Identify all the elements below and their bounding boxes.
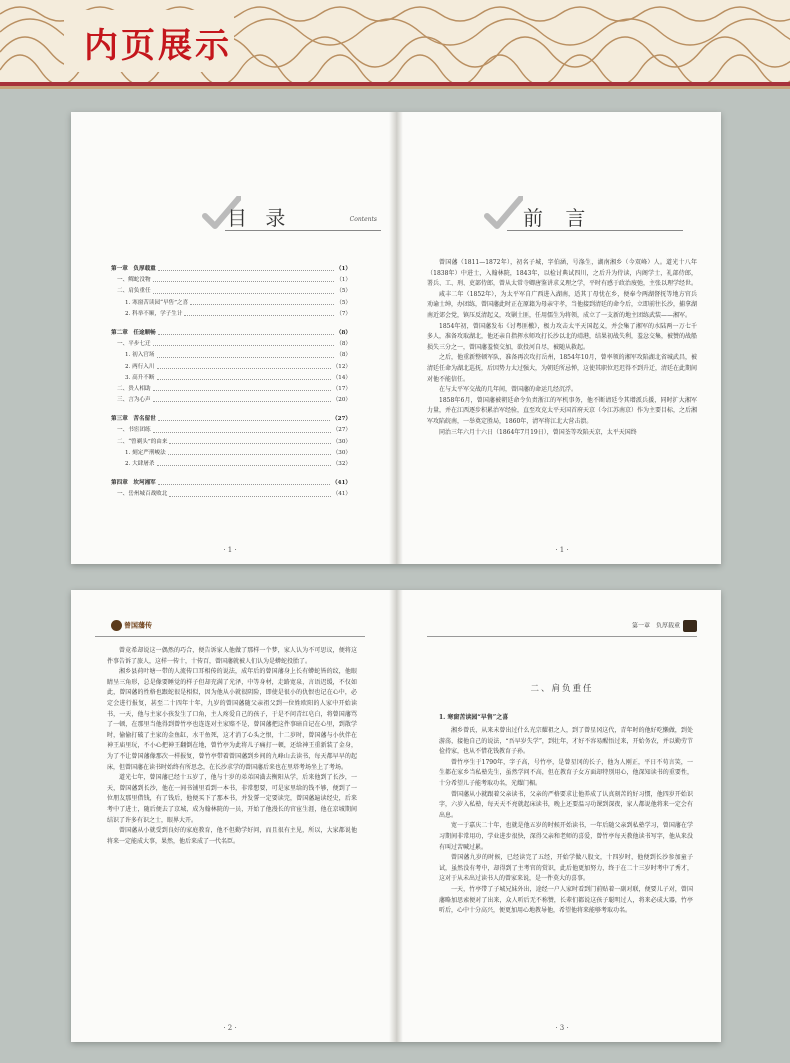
toc-entry-label: 第一章 负厚载重 xyxy=(111,266,156,272)
toc-leader-dots xyxy=(157,350,335,357)
book-spread-bottom xyxy=(71,590,721,1042)
toc-rule xyxy=(225,230,381,231)
toc-entry[interactable] xyxy=(111,437,351,448)
page-number: · 1 · xyxy=(555,546,569,554)
toc-gap xyxy=(111,406,351,414)
toc-entry[interactable] xyxy=(111,328,351,339)
toc-leader-dots xyxy=(184,309,334,316)
toc-leader-dots xyxy=(158,264,334,271)
subsection-title: 1. 寒窗苦读园“早售”之喜 xyxy=(439,714,509,721)
paragraph: 1858年6月，曾国藩被朝廷命令负责浙江的军机事务，他不断请廷令其增派兵援，同时扩大湘军力量，并在江西逐步积累治军经验，直至攻克太平天国首府天京（今江苏南京）作为主要目标，之后湘军攻陷皖南，一举奠定胜局，1860年，清军将江北大营击溃。 xyxy=(427,396,697,425)
toc-leader-dots xyxy=(157,373,331,380)
toc-leader-dots xyxy=(169,437,330,444)
paragraph: 在与太平军交战的几年间，曾国藩的命运几经沉浮。 xyxy=(439,386,578,394)
toc-entry[interactable] xyxy=(111,425,351,436)
toc-entry-label: 2. 大肆屠杀 xyxy=(125,461,155,467)
header-rule xyxy=(427,636,697,637)
toc-entry[interactable] xyxy=(111,395,351,406)
page-number: · 1 · xyxy=(223,546,237,554)
paragraph: 宽一于嘉庆二十年，也就是他五岁的时候开始读书，一年后随父亲到私塾学习，曾国藩在学习期间非常用功，学业进步很快，深得父亲和老师的喜爱，曾竹亭每天教他读书写字，他从来没有叫过苦喊过累。 xyxy=(439,822,693,851)
toc-list xyxy=(111,264,351,501)
toc-entry[interactable] xyxy=(111,350,351,361)
page-number: · 3 · xyxy=(555,1024,569,1032)
toc-leader-dots xyxy=(157,459,331,466)
toc-entry-page: （17） xyxy=(332,385,351,392)
toc-entry-label: 一、岳州城百战败北 xyxy=(117,491,168,498)
toc-entry[interactable] xyxy=(111,489,351,500)
toc-leader-dots xyxy=(169,489,330,496)
toc-entry[interactable] xyxy=(111,448,351,459)
paragraph: 一天，竹亭带了子城兄妹外出，途经一户人家时看到门前贴着一副对联，便要儿子对，曾国藩略加思索便对了出来，众人听后无不称赞，长辈们都说这孩子聪明过人，将来必成大器，竹亭听后，心中十分高兴，便更加用心地教导他，希望他将来能够考取功名。 xyxy=(439,885,693,915)
toc-entry[interactable] xyxy=(111,309,351,320)
paragraph: 1854年初，曾国藩发布《讨粤匪檄》，极力攻击太平天国起义，并会集了湘军的水陆两一万七千多人，准备攻取湖北，他还亲自指挥水师攻打长沙以北的靖港，结果初战失利，羞忿交集，被赞的战船损失三分之一，曾国藩羞愤交加，欲投河自尽，被随从救起。 xyxy=(427,322,697,351)
toc-entry-page: （32） xyxy=(332,461,351,467)
chapter-body xyxy=(107,646,357,1014)
book-gutter xyxy=(389,590,403,1042)
toc-entry-page: （5） xyxy=(336,288,351,295)
paragraph: 湘乡县荷叶塘一带的人流传口耳相传的说法，成年后的曾国藩身上长有蟒蛇皆的纹，他眼睛呈三角形，总是像要睡觉的样子但却充满了光泽，中等身材，走路宽泉，言语迟缓，不仅如此，曾国藩的性格也跟蛇很是相似，因为他从小就很阴险，即使是很小的仇恨也记在心中，必定会进行报复，甚至二十四年十年，九岁的曾国藩随父亲祖父到一位姓欧阳的人家中开始读书，一天，他与主家小孩发生了口角，主人疼爱自己的孩子，于是不问青红皂白，将曾国藩骂了一顿，在那里当他得到曾竹亭也连连对主家赔不是，曾国藩把这件事暗自记在心里，到散学时，偷偷打破了主家的金鱼缸，水干鱼死，这才消了心头之恨，十二岁时，曾国藩与小伙伴在神王庙里玩，不小心把神王翻倒在地，曾竹亭为此将儿子痛打一顿，还给神王重新装了金身，为了不让曾国藩像那次一样报复，曾竹亭带着曾国藩到乡间的九峰山去读书，每天都早早的起床，但曾国藩在读书时始终有所思念，在长沙求学的曾国藩后来也在里塔考场坐上了考场。 xyxy=(107,668,357,771)
toc-entry-page: （1） xyxy=(336,277,351,284)
chapter-text-page xyxy=(71,590,389,1042)
toc-leader-dots xyxy=(158,478,330,485)
paragraph: 咸丰二年（1852年），为太平军自广西进入湖南，适其丁母忧在乡，便奉令两湖督抚等地方官兵劝谕士绅，办团练，曾国藩此时正在原籍为母亲守孝，当他接到清廷的命令后，立即前往长沙，捕拿湖南近郊会党，镇压反清起义，攻剿土匪，任用儒生为将领，成立了一支新的地主团练武装——湘军。 xyxy=(427,290,697,319)
toc-entry-page: （30） xyxy=(332,438,351,445)
section-title: 二、肩负重任 xyxy=(530,684,594,694)
header-rule xyxy=(95,636,365,637)
toc-leader-dots xyxy=(153,384,331,391)
toc-entry[interactable] xyxy=(111,362,351,373)
toc-entry[interactable] xyxy=(111,459,351,470)
toc-entry-page: （5） xyxy=(336,299,351,306)
toc-entry-label: 3. 高升不断 xyxy=(125,374,155,381)
preface-title: 前 言 xyxy=(523,206,594,230)
paragraph: 湘乡曾氏，从来未曾出过什么光宗耀祖之人，到了曾星冈这代，青年时的他好吃懒做，到处游荡，接他自己的说法，“吾早岁失学”，到壮年，才好不容易醒悟过来，开始务农，并以勤劳节俭持家，也从不惜花钱教育子孙。 xyxy=(439,727,693,756)
section-text-page xyxy=(403,590,721,1042)
paragraph: 曾国藩从小就受到良好的家庭教育，他不但勤学好问，而且很有主见，所以，大家都说他将来一定能成大事，果然，他后来成了一代名臣。 xyxy=(107,827,357,845)
toc-gap xyxy=(111,470,351,478)
toc-entry[interactable] xyxy=(111,414,351,425)
toc-entry-label: 二、肩负重任 xyxy=(117,288,151,295)
toc-entry[interactable] xyxy=(111,264,351,275)
toc-entry[interactable] xyxy=(111,339,351,350)
toc-entry-label: 1. 初入官场 xyxy=(125,352,155,359)
paragraph: 曾国藩从小就跟着父亲读书，父亲的严格要求让他养成了认真刻苦的好习惯，他四岁开始识字，六岁入私塾，每天天不亮就起床读书，晚上还要温习功课到深夜，家人都说他将来一定会有出息。 xyxy=(439,790,693,819)
toc-entry-page: （1） xyxy=(335,266,351,272)
toc-entry-label: 第三章 苦名留世 xyxy=(111,416,156,423)
toc-entry-label: 二、“曾剃头”的由来 xyxy=(117,438,168,445)
toc-leader-dots xyxy=(153,275,335,282)
paragraph: 之后，他重新整顿军队，准备再次攻打岳州，1854年10月，曾率领的湘军攻陷湖北省城武昌，被清廷任命为湖北巡抚，后因势力太过强大，为朝廷所忌惮，这使其职位迟迟得不到升迁，清廷在此期间对他不能信任。 xyxy=(427,354,697,383)
toc-entry-page: （8） xyxy=(336,352,351,359)
chapter-header xyxy=(632,620,697,632)
toc-entry-label: 三、言为心声 xyxy=(117,397,151,404)
toc-entry[interactable] xyxy=(111,286,351,297)
toc-entry-label: 第四章 坎坷湘军 xyxy=(111,480,156,487)
toc-entry-page: （41） xyxy=(332,480,351,487)
toc-leader-dots xyxy=(153,395,331,402)
preface-rule xyxy=(507,230,683,231)
toc-entry[interactable] xyxy=(111,298,351,309)
toc-entry-page: （27） xyxy=(332,427,351,434)
page-number: · 2 · xyxy=(223,1024,237,1032)
banner-title: 内页展示 xyxy=(84,26,232,66)
book-logo xyxy=(111,620,161,634)
banner-divider xyxy=(0,82,790,86)
preface-heading xyxy=(483,196,683,234)
dragon-emblem-icon xyxy=(683,620,697,632)
logo-text: 曾国藩传 xyxy=(124,620,152,630)
toc-entry-label: 第二章 任途顺畅 xyxy=(111,329,156,336)
book-spread-top xyxy=(71,112,721,564)
toc-leader-dots xyxy=(190,298,334,305)
toc-entry-page: （14） xyxy=(332,374,351,381)
paragraph: 曾国藩（1811—1872年），初名子城，字伯涵，号涤生，湖南湘乡（今双峰）人。道光十八年（1838年）中进士，入翰林院，1843年，以检讨典试四川，之后升为侍读，内阁学士，礼部侍郎，署兵、工、刑、吏部侍郎，曾从太常寺卿唐鉴讲求义理之学，平时有感于政治废弛，主张以理学经世。 xyxy=(427,259,697,288)
toc-entry[interactable] xyxy=(111,478,351,489)
toc-entry-page: （12） xyxy=(332,363,351,370)
seal-icon xyxy=(111,620,122,631)
toc-entry-page: （20） xyxy=(332,397,351,404)
toc-entry-page: （41） xyxy=(332,491,351,498)
paragraph: 曾竹亭生于1790年，字子高，号竹亭，是曾星冈的长子，他为人刚正，平日不苟言笑，一生都在家乡当私塾先生，虽然学问不高，但在教育子女方面却特别用心，他深知读书的重要性，十分希望儿子能考取功名，光耀门楣。 xyxy=(439,758,693,787)
preface-body xyxy=(427,258,697,538)
chapter-header-text: 第一章 负厚载重 xyxy=(631,622,680,630)
banner xyxy=(0,0,790,89)
toc-leader-dots xyxy=(158,414,330,421)
toc-leader-dots xyxy=(158,328,334,335)
toc-entry-label: 1. 刻定严刑峻法 xyxy=(125,449,166,456)
paragraph: 曾竟希却说这一偶然的巧合，便告诉家人他做了那样一个梦，家人认为不可思议，便将这件事告诉了旅人，这样一传十，十传百，曾国藩就被人们认为是蟒蛇投胎了。 xyxy=(107,647,357,665)
toc-entry-page: （7） xyxy=(336,310,351,317)
toc-entry-label: 1. 寒窗苦读园“早售”之喜 xyxy=(125,299,189,306)
toc-title: 目 录 xyxy=(227,206,292,230)
book-gutter xyxy=(389,112,403,564)
toc-entry-label: 一、书宦团练 xyxy=(117,427,151,434)
checkmark-icon xyxy=(483,196,523,234)
toc-leader-dots xyxy=(153,425,331,432)
toc-leader-dots xyxy=(153,286,335,293)
paragraph: 同治三年六月十六日（1864年7月19日），曾国荃等攻陷天京，太平天国终 xyxy=(439,428,637,436)
toc-subtitle: Contents xyxy=(349,216,377,223)
toc-heading xyxy=(201,196,381,234)
toc-entry-label: 一、平步七迁 xyxy=(117,341,151,348)
toc-leader-dots xyxy=(157,362,331,369)
toc-entry[interactable] xyxy=(111,384,351,395)
toc-leader-dots xyxy=(153,339,335,346)
toc-entry-label: 2. 科举不顺，学子生计 xyxy=(125,310,183,317)
toc-gap xyxy=(111,320,351,328)
section-body xyxy=(439,726,693,1016)
toc-entry-label: 二、贵人相助 xyxy=(117,385,151,392)
toc-leader-dots xyxy=(168,448,331,455)
toc-entry-label: 一、鳏蛇没物 xyxy=(117,277,151,284)
toc-entry-page: （8） xyxy=(335,329,351,336)
toc-entry-page: （27） xyxy=(332,416,351,423)
toc-entry[interactable] xyxy=(111,373,351,384)
preface-page xyxy=(403,112,721,564)
paragraph: 道光七年，曾国藩已经十五岁了，他与十岁的弟弟国潢去衡阳从学，后来他到了长沙，一天，曾国藩到长沙，他在一间书铺里看到一本书，非常想要，可是家里给的钱不够，便到了一位朋友那里借钱，有了钱后，他便买下了那本书，并发誓一定要读完，曾国藩遍读经史，后来考中了进士，随后便去了京城，成为翰林院的一员，开始了他漫长的官宦生涯，他在京城期间结识了许多有识之士，眼界大开。 xyxy=(107,774,357,824)
toc-page xyxy=(71,112,389,564)
toc-entry[interactable] xyxy=(111,275,351,286)
paragraph: 曾国藩九岁的时候，已经读完了五经，开始学做八股文，十四岁时，他便到长沙参加童子试，虽然没有考中，却得到了主考官的赏识，此后他更加努力，终于在二十三岁时考中了秀才，这对于从未出过读书人的曾家来说，是一件莫大的喜事。 xyxy=(439,854,693,883)
toc-entry-page: （8） xyxy=(336,341,351,348)
toc-entry-label: 2. 两行入川 xyxy=(125,363,155,370)
toc-entry-page: （30） xyxy=(332,449,351,456)
